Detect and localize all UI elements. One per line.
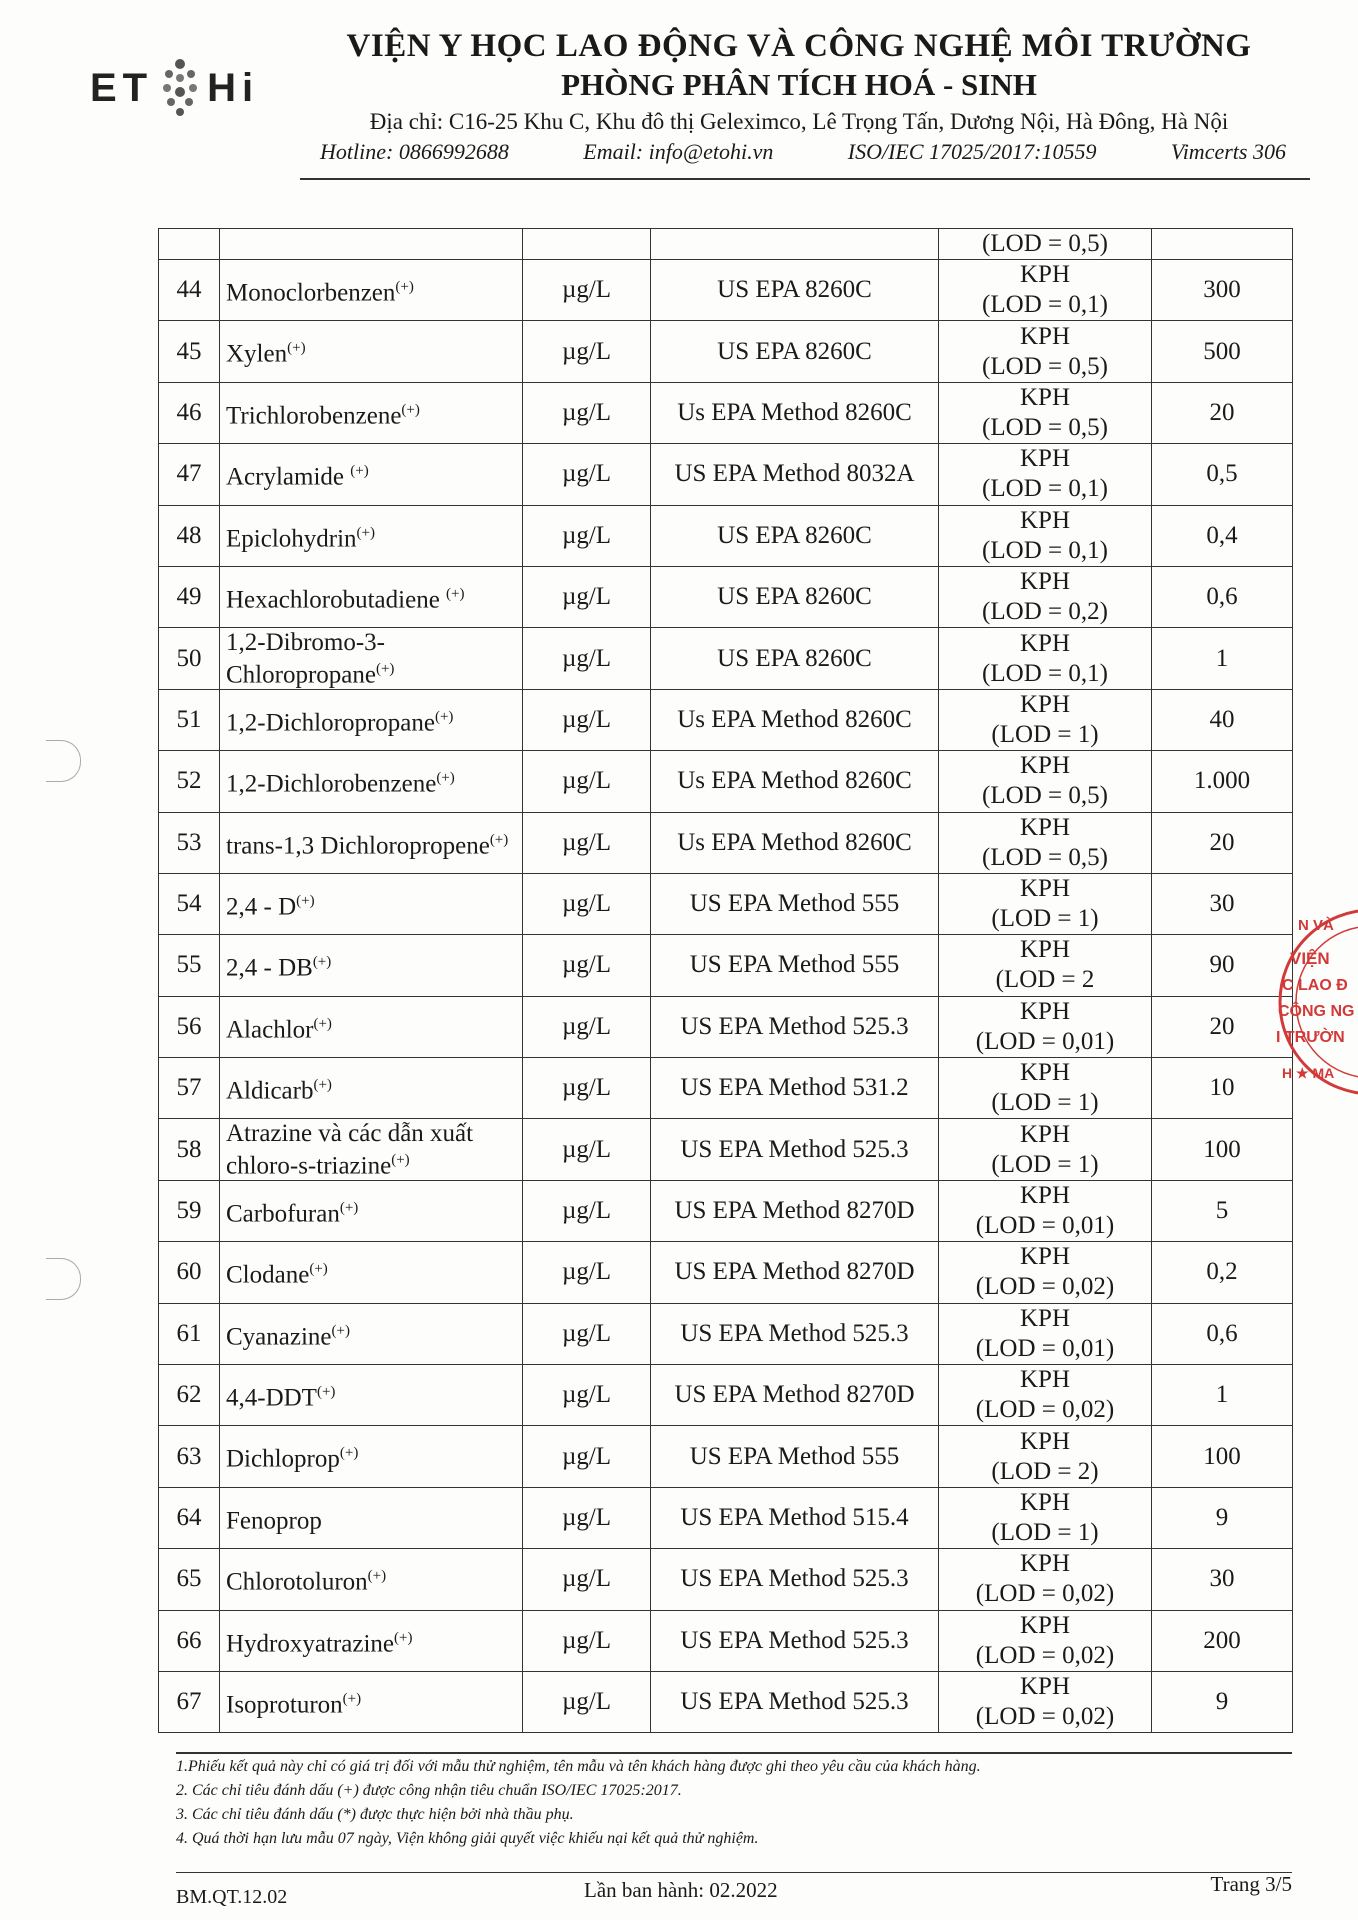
parameter-label: 2,4 - DB [226, 954, 313, 982]
unit: µg/L [523, 873, 651, 934]
unit: µg/L [523, 1180, 651, 1241]
parameter-name [220, 1180, 523, 1241]
table-row [159, 751, 1293, 812]
logo-text-right: Hi [207, 65, 260, 110]
test-method: Us EPA Method 8260C [651, 689, 939, 750]
row-number: 46 [159, 382, 220, 443]
row-number: 50 [159, 628, 220, 689]
limit-value: 1.000 [1152, 751, 1293, 812]
table-row [159, 1487, 1293, 1548]
table-row [159, 505, 1293, 566]
limit-value: 30 [1152, 873, 1293, 934]
result-value: KPH [1019, 752, 1070, 780]
continued-row [159, 229, 1293, 260]
parameter-name [220, 628, 523, 689]
row-number: 63 [159, 1426, 220, 1487]
lod-value: (LOD = 1) [991, 1089, 1099, 1117]
limit-value: 500 [1152, 321, 1293, 382]
test-method: US EPA Method 525.3 [651, 1119, 939, 1180]
test-method: US EPA Method 555 [651, 935, 939, 996]
parameter-name [220, 751, 523, 812]
parameter-label: Isoproturon [226, 1691, 343, 1719]
lod-value: (LOD = 0,01) [975, 1334, 1115, 1362]
parameter-label: Hydroxyatrazine [226, 1629, 394, 1657]
result-value: KPH [1019, 445, 1070, 473]
parameter-name [220, 321, 523, 382]
parameter-name [220, 1610, 523, 1671]
lod-value: (LOD = 2) [991, 1457, 1099, 1485]
unit: µg/L [523, 812, 651, 873]
parameter-label: Monoclorbenzen [226, 279, 396, 307]
parameter-name [220, 1426, 523, 1487]
parameter-label: Epiclohydrin [226, 524, 357, 552]
accreditation-mark: (+) [339, 1199, 359, 1216]
parameter-name [220, 260, 523, 321]
unit: µg/L [523, 751, 651, 812]
accreditation-mark: (+) [489, 831, 509, 848]
note-3: 3. Các chỉ tiêu đánh dấu (*) được thực hiện bởi nhà thầu phụ. [176, 1806, 574, 1823]
result [939, 1058, 1152, 1119]
table-row [159, 1119, 1293, 1180]
limit-value: 5 [1152, 1180, 1293, 1241]
parameter-name [220, 444, 523, 505]
accreditation-mark: (+) [391, 1152, 410, 1168]
iso-accreditation: ISO/IEC 17025/2017:10559 [847, 139, 1097, 164]
accreditation-mark: (+) [446, 585, 465, 602]
accreditation-mark: (+) [287, 340, 306, 357]
header-divider [300, 178, 1310, 180]
issue-date: Lần ban hành: 02.2022 [584, 1878, 778, 1902]
accreditation-mark: (+) [401, 401, 420, 418]
limit-value: 1 [1152, 1365, 1293, 1426]
parameter-label: Atrazine và các dẫn xuất chloro-s-triazine [226, 1120, 474, 1180]
address: Địa chỉ: C16-25 Khu C, Khu đô thị Geleximco, Lê Trọng Tấn, Dương Nội, Hà Đông, Hà Nội [369, 109, 1229, 134]
test-method: US EPA Method 531.2 [651, 1058, 939, 1119]
parameter-name [220, 1365, 523, 1426]
unit: µg/L [523, 1303, 651, 1364]
accreditation-mark: (+) [309, 1261, 328, 1278]
parameter-name [220, 1058, 523, 1119]
test-method: US EPA 8260C [651, 566, 939, 627]
test-method: US EPA Method 555 [651, 873, 939, 934]
parameter-label: Trichlorobenzene [226, 402, 402, 430]
test-method: Us EPA Method 8260C [651, 382, 939, 443]
row-number: 61 [159, 1303, 220, 1364]
table-row [159, 260, 1293, 321]
lod-value: (LOD = 0,1) [982, 536, 1108, 564]
row-number: 51 [159, 689, 220, 750]
lod-value: (LOD = 0,02) [975, 1641, 1115, 1669]
row-number: 65 [159, 1549, 220, 1610]
result-value: KPH [1019, 1673, 1070, 1701]
parameter-name [220, 1487, 523, 1548]
lod-value: (LOD = 0,1) [982, 291, 1108, 319]
result-value: KPH [1019, 936, 1070, 964]
result-value: KPH [1019, 875, 1070, 903]
result [939, 1426, 1152, 1487]
parameter-label: Hexachlorobutadiene [226, 586, 447, 614]
table-row [159, 628, 1293, 689]
limit-value: 100 [1152, 1426, 1293, 1487]
row-number: 62 [159, 1365, 220, 1426]
test-method: US EPA Method 525.3 [651, 1671, 939, 1732]
logo-flower-icon [157, 56, 203, 120]
result [939, 505, 1152, 566]
parameter-name [220, 812, 523, 873]
lod-value: (LOD = 2 [995, 966, 1095, 994]
unit: µg/L [523, 996, 651, 1057]
parameter-name [220, 1671, 523, 1732]
table-row [159, 1610, 1293, 1671]
result-value: KPH [1019, 1550, 1070, 1578]
parameter-name [220, 1303, 523, 1364]
test-method: US EPA 8260C [651, 260, 939, 321]
test-method: US EPA Method 525.3 [651, 1303, 939, 1364]
lod-value: (LOD = 0,02) [975, 1396, 1115, 1424]
accreditation-mark: (+) [312, 954, 332, 971]
parameter-name [220, 566, 523, 627]
accreditation-mark: (+) [395, 279, 414, 296]
row-number: 44 [159, 260, 220, 321]
lod-value: (LOD = 1) [991, 905, 1099, 933]
result [939, 689, 1152, 750]
table-row [159, 382, 1293, 443]
table-row [159, 1242, 1293, 1303]
table-row [159, 1180, 1293, 1241]
table-row [159, 812, 1293, 873]
result-value: KPH [1019, 506, 1070, 534]
unit: µg/L [523, 1549, 651, 1610]
punch-hole [46, 1258, 81, 1300]
unit: µg/L [523, 505, 651, 566]
unit: µg/L [523, 1426, 651, 1487]
notes-divider [176, 1752, 1292, 1754]
unit: µg/L [523, 1610, 651, 1671]
result-value: KPH [1019, 1611, 1070, 1639]
lod-value: (LOD = 1) [991, 1150, 1099, 1178]
unit: µg/L [523, 1119, 651, 1180]
logo-text-left: ET [90, 65, 154, 110]
row-number: 67 [159, 1671, 220, 1732]
result [939, 1549, 1152, 1610]
parameter-name [220, 1119, 523, 1180]
result [939, 1180, 1152, 1241]
lod-value: (LOD = 0,02) [975, 1703, 1115, 1731]
result [939, 935, 1152, 996]
result [939, 1242, 1152, 1303]
unit: µg/L [523, 1365, 651, 1426]
row-number: 45 [159, 321, 220, 382]
result [939, 1671, 1152, 1732]
accreditation-mark: (+) [342, 1691, 362, 1708]
table-row [159, 996, 1293, 1057]
result-value: KPH [1019, 1059, 1070, 1087]
table-row [159, 444, 1293, 505]
limit-value: 0,6 [1152, 566, 1293, 627]
parameter-label: Alachlor [226, 1016, 314, 1044]
letterhead [300, 28, 1298, 165]
limit-value: 300 [1152, 260, 1293, 321]
accreditation-mark: (+) [436, 770, 455, 787]
accreditation-mark: (+) [393, 1629, 413, 1646]
limit-value: 10 [1152, 1058, 1293, 1119]
unit: µg/L [523, 1671, 651, 1732]
limit-value: 9 [1152, 1671, 1293, 1732]
result [939, 812, 1152, 873]
lod-value: (LOD = 0,5) [982, 352, 1108, 380]
result [939, 566, 1152, 627]
stamp-text-2: C LAO Đ [1282, 977, 1348, 994]
parameter-label: 4,4-DDT [226, 1384, 317, 1412]
etohi-logo [90, 48, 259, 128]
row-number: 66 [159, 1610, 220, 1671]
form-code: BM.QT.12.02 [176, 1886, 288, 1908]
result-value: KPH [1019, 1366, 1070, 1394]
result-value: KPH [1019, 1120, 1070, 1148]
parameter-label: 2,4 - D [226, 893, 297, 921]
row-number: 59 [159, 1180, 220, 1241]
result-value: KPH [1019, 383, 1070, 411]
unit: µg/L [523, 1242, 651, 1303]
parameter-name [220, 505, 523, 566]
limit-value: 0,2 [1152, 1242, 1293, 1303]
result [939, 628, 1152, 689]
results-table [158, 228, 1293, 1733]
parameter-label: Chlorotoluron [226, 1568, 368, 1596]
parameter-name [220, 935, 523, 996]
lab-name: PHÒNG PHÂN TÍCH HOÁ - SINH [561, 67, 1037, 102]
continued-result: (LOD = 0,5) [939, 229, 1152, 260]
result [939, 996, 1152, 1057]
limit-value: 90 [1152, 935, 1293, 996]
limit-value: 1 [1152, 628, 1293, 689]
test-method: US EPA Method 525.3 [651, 996, 939, 1057]
parameter-label: Fenoprop [226, 1507, 322, 1535]
limit-value: 40 [1152, 689, 1293, 750]
accreditation-mark: (+) [375, 660, 395, 677]
test-method: US EPA Method 8270D [651, 1180, 939, 1241]
limit-value: 0,5 [1152, 444, 1293, 505]
table-row [159, 1426, 1293, 1487]
parameter-name [220, 1549, 523, 1610]
unit: µg/L [523, 566, 651, 627]
row-number: 56 [159, 996, 220, 1057]
unit: µg/L [523, 444, 651, 505]
result-value: KPH [1019, 568, 1070, 596]
lod-value: (LOD = 0,01) [975, 1027, 1115, 1055]
lod-value: (LOD = 0,1) [982, 659, 1108, 687]
accreditation-mark: (+) [313, 1077, 332, 1094]
stamp-text-bottom: H ★ MA [1282, 1065, 1335, 1081]
note-4: 4. Quá thời hạn lưu mẫu 07 ngày, Viện không giải quyết việc khiếu nại kết quả thử nghiệm. [176, 1830, 759, 1847]
parameter-label: 1,2-Dichloropropane [226, 709, 435, 737]
result-value: KPH [1019, 997, 1070, 1025]
row-number: 53 [159, 812, 220, 873]
limit-value: 200 [1152, 1610, 1293, 1671]
limit-value: 20 [1152, 382, 1293, 443]
result-value: KPH [1019, 813, 1070, 841]
parameter-name [220, 996, 523, 1057]
result [939, 321, 1152, 382]
limit-value: 100 [1152, 1119, 1293, 1180]
official-stamp [1262, 892, 1358, 1112]
test-method: US EPA 8260C [651, 321, 939, 382]
result-value: KPH [1019, 1182, 1070, 1210]
table-row [159, 873, 1293, 934]
row-number: 58 [159, 1119, 220, 1180]
table-row [159, 1549, 1293, 1610]
test-method: US EPA Method 8032A [651, 444, 939, 505]
email: Email: info@etohi.vn [583, 139, 774, 164]
test-method: Us EPA Method 8260C [651, 812, 939, 873]
accreditation-mark: (+) [434, 708, 454, 725]
table-row [159, 1671, 1293, 1732]
limit-value: 20 [1152, 812, 1293, 873]
footer-divider [176, 1872, 1292, 1873]
accreditation-mark: (+) [316, 1384, 336, 1401]
parameter-label: Dichloprop [226, 1445, 340, 1473]
test-method: US EPA 8260C [651, 628, 939, 689]
table-row [159, 935, 1293, 996]
test-method: US EPA Method 8270D [651, 1242, 939, 1303]
accreditation-mark: (+) [350, 463, 369, 480]
parameter-name [220, 689, 523, 750]
result-value: KPH [1019, 1489, 1070, 1516]
result [939, 873, 1152, 934]
unit: µg/L [523, 1058, 651, 1119]
table-row [159, 1058, 1293, 1119]
note-1: 1.Phiếu kết quả này chỉ có giá trị đối với mẫu thử nghiệm, tên mẫu và tên khách hàng được ghi theo yêu cầu của khách hàng. [176, 1758, 981, 1775]
result [939, 1119, 1152, 1180]
result [939, 751, 1152, 812]
accreditation-mark: (+) [331, 1322, 350, 1339]
row-number: 60 [159, 1242, 220, 1303]
parameter-label: Aldicarb [226, 1077, 314, 1105]
row-number: 52 [159, 751, 220, 812]
result [939, 1610, 1152, 1671]
row-number: 64 [159, 1487, 220, 1548]
accreditation-mark: (+) [296, 892, 315, 909]
result-value: KPH [1019, 1243, 1070, 1271]
parameter-label: Xylen [226, 340, 288, 368]
lod-value: (LOD = 0,5) [982, 843, 1108, 871]
table-row [159, 1365, 1293, 1426]
stamp-text-1: VIỆN [1290, 949, 1330, 968]
unit: µg/L [523, 382, 651, 443]
institute-name: VIỆN Y HỌC LAO ĐỘNG VÀ CÔNG NGHỆ MÔI TRƯỜNG [346, 28, 1252, 64]
contact-line [300, 139, 1298, 165]
unit: µg/L [523, 935, 651, 996]
result [939, 260, 1152, 321]
row-number: 49 [159, 566, 220, 627]
test-method: Us EPA Method 8260C [651, 751, 939, 812]
test-method: US EPA Method 525.3 [651, 1549, 939, 1610]
parameter-label: 1,2-Dibromo-3-Chloropropane [226, 628, 385, 689]
vimcerts-code: Vimcerts 306 [1170, 139, 1286, 164]
limit-value: 9 [1152, 1487, 1293, 1548]
limit-value: 20 [1152, 996, 1293, 1057]
stamp-text-top: N VÀ [1298, 917, 1334, 934]
table-row [159, 566, 1293, 627]
lod-value: (LOD = 0,02) [975, 1273, 1115, 1301]
test-method: US EPA Method 525.3 [651, 1610, 939, 1671]
limit-value: 30 [1152, 1549, 1293, 1610]
accreditation-mark: (+) [367, 1568, 387, 1585]
result-value: KPH [1019, 1304, 1070, 1332]
result-value: KPH [1019, 322, 1070, 350]
notes [176, 1758, 1298, 1854]
result [939, 1365, 1152, 1426]
lod-value: (LOD = 0,2) [982, 598, 1108, 626]
unit: µg/L [523, 628, 651, 689]
parameter-name [220, 873, 523, 934]
row-number: 57 [159, 1058, 220, 1119]
result [939, 444, 1152, 505]
lod-value: (LOD = 0,5) [982, 782, 1108, 810]
stamp-text-4: I TRƯỜN [1276, 1029, 1345, 1046]
parameter-label: 1,2-Dichlorobenzene [226, 770, 437, 798]
test-method: US EPA Method 8270D [651, 1365, 939, 1426]
row-number: 48 [159, 505, 220, 566]
test-method: US EPA 8260C [651, 505, 939, 566]
punch-hole [46, 740, 81, 782]
parameter-label: Clodane [226, 1261, 310, 1289]
result [939, 1303, 1152, 1364]
row-number: 47 [159, 444, 220, 505]
page-number: Trang 3/5 [1210, 1872, 1292, 1896]
lod-value: (LOD = 1) [991, 720, 1099, 748]
parameter-name [220, 1242, 523, 1303]
table-row [159, 321, 1293, 382]
row-number: 54 [159, 873, 220, 934]
result [939, 382, 1152, 443]
parameter-name [220, 382, 523, 443]
test-method: US EPA Method 555 [651, 1426, 939, 1487]
result-value: KPH [1019, 629, 1070, 657]
result-value: KPH [1019, 690, 1070, 718]
limit-value: 0,6 [1152, 1303, 1293, 1364]
lod-value: (LOD = 0,5) [982, 413, 1108, 441]
accreditation-mark: (+) [356, 524, 375, 541]
table-row [159, 1303, 1293, 1364]
parameter-label: Acrylamide [226, 463, 351, 491]
unit: µg/L [523, 689, 651, 750]
result-value: KPH [1019, 1427, 1070, 1455]
accreditation-mark: (+) [339, 1445, 359, 1462]
result-value: KPH [1019, 261, 1070, 289]
parameter-label: Carbofuran [226, 1200, 340, 1228]
unit: µg/L [523, 321, 651, 382]
parameter-label: trans-1,3 Dichloropropene [226, 831, 490, 859]
hotline: Hotline: 0866992688 [320, 139, 509, 164]
lod-value: (LOD = 1) [991, 1519, 1099, 1546]
lod-value: (LOD = 0,1) [982, 475, 1108, 503]
row-number: 55 [159, 935, 220, 996]
unit: µg/L [523, 260, 651, 321]
test-method: US EPA Method 515.4 [651, 1487, 939, 1548]
lod-value: (LOD = 0,01) [975, 1212, 1115, 1240]
table-row [159, 689, 1293, 750]
lod-value: (LOD = 0,02) [975, 1580, 1115, 1608]
note-2: 2. Các chỉ tiêu đánh dấu (+) được công nhận tiêu chuẩn ISO/IEC 17025:2017. [176, 1782, 682, 1799]
accreditation-mark: (+) [313, 1015, 332, 1032]
limit-value: 0,4 [1152, 505, 1293, 566]
unit: µg/L [523, 1487, 651, 1548]
parameter-label: Cyanazine [226, 1323, 332, 1350]
stamp-text-3: CÔNG NG [1278, 1003, 1355, 1020]
result [939, 1487, 1152, 1548]
